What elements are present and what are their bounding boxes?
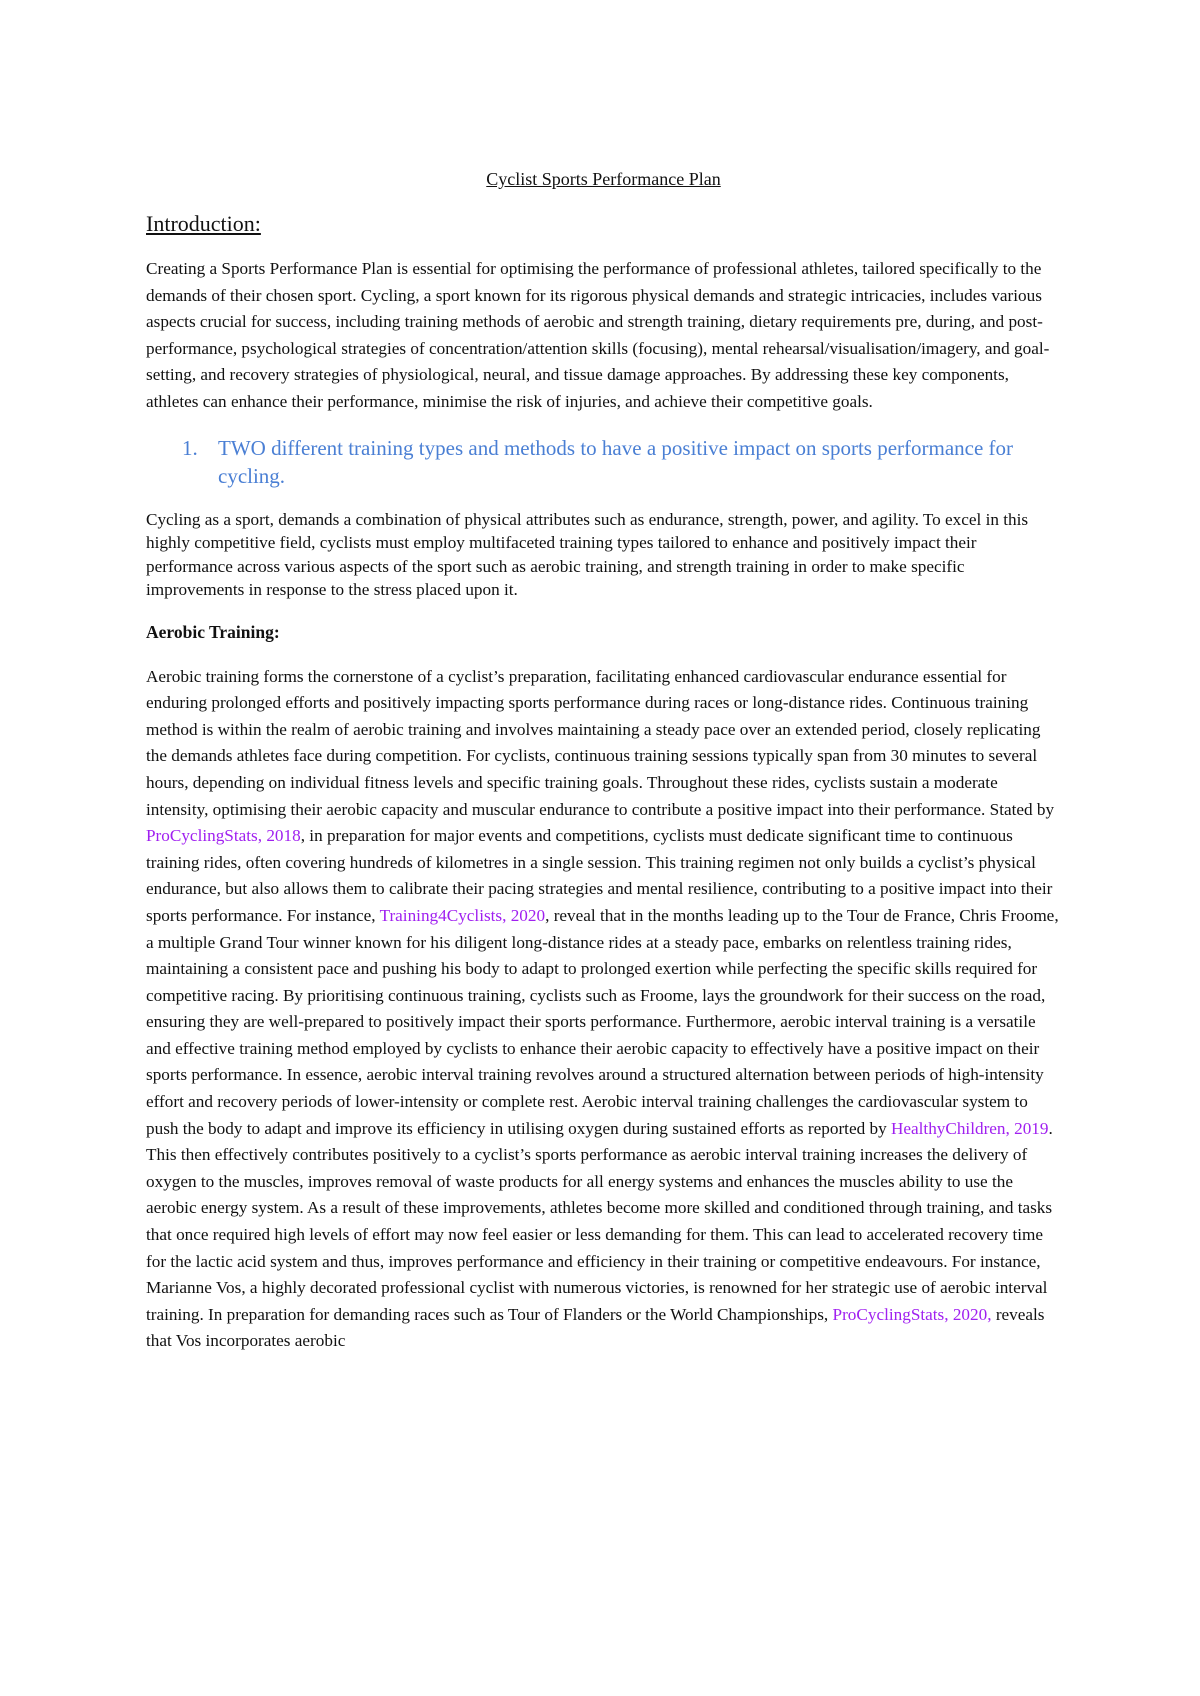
aerobic-text-part-1: Aerobic training forms the cornerstone of a cyclist’s preparation, facilitating enhanced cardiovascular endurance essential for enduring prolonged efforts and positively impacting sports performance during races or long-distance rides. Continuous training method is within the realm of aerobic training and involves maintaining a steady pace over an extended period, closely replicating the demands athletes face during competition. For cyclists, continuous training sessions typically span from 30 minutes to several hours, depending on individual fitness levels and specific training goals. Throughout these rides, cyclists sustain a moderate intensity, optimising their aerobic capacity and muscular endurance to contribute a positive impact into their performance. Stated by xyxy=(146,666,1055,819)
training-types-paragraph: Cycling as a sport, demands a combination of physical attributes such as endurance, strength, power, and agility. To excel in this highly competitive field, cyclists must employ multifaceted training types tailored to enhance and positively impact their performance across various aspects of the sport such as aerobic training, and strength training in order to make specific improvements in response to the stress placed upon it. xyxy=(146,509,1029,600)
aerobic-text-part-2: , in preparation for major events and competitions, cyclists must dedicate significant time to continuous training rides, often covering hundreds of kilometres in a single session. This training regimen not only builds a cyclist’s physical endurance, but also allows them to calibrate their pacing strategies and mental resilience, contributing to a positive impact into their sports performance. For instance, xyxy=(146,826,1053,925)
document-content xyxy=(146,168,1061,1373)
aerobic-text-part-4: . This then effectively contributes positively to a cyclist’s sports performance as aerobic interval training increases the delivery of oxygen to the muscles, improves removal of waste products for all energy systems and enhances the muscles ability to use the aerobic energy system. As a result of these improvements, athletes become more skilled and conditioned through training, and tasks that once required high levels of effort may now feel easier or less demanding for them. This can lead to accelerated recovery time for the lactic acid system and thus, improves performance and efficiency in their training or competitive endeavours. For instance, Marianne Vos, a highly decorated professional cyclist with numerous victories, is renowned for her strategic use of aerobic interval training. In preparation for demanding races such as Tour of Flanders or the World Championships, xyxy=(146,1118,1053,1324)
section-1-title: TWO different training types and methods to have a positive impact on sports performance for cycling. xyxy=(218,435,1014,488)
section-1-number: 1. xyxy=(182,435,198,460)
aerobic-training-paragraph xyxy=(146,664,1061,1355)
introduction-heading: Introduction: xyxy=(146,211,261,236)
citation-procyclingstats-2020[interactable]: ProCyclingStats, 2020, xyxy=(832,1304,992,1324)
document-title: Cyclist Sports Performance Plan xyxy=(486,169,721,189)
introduction-paragraph: Creating a Sports Performance Plan is essential for optimising the performance of professional athletes, tailored specifically to the demands of their chosen sport. Cycling, a sport known for its rigorous physical demands and strategic intricacies, includes various aspects crucial for success, including training methods of aerobic and strength training, dietary requirements pre, during, and post-performance, psychological strategies of concentration/attention skills (focusing), mental rehearsal/visualisation/imagery, and goal-setting, and recovery strategies of physiological, neural, and tissue damage approaches. By addressing these key components, athletes can enhance their performance, minimise the risk of injuries, and achieve their competitive goals. xyxy=(146,259,1050,411)
aerobic-training-heading: Aerobic Training: xyxy=(146,621,280,642)
citation-procyclingstats-2018[interactable]: ProCyclingStats, 2018 xyxy=(146,826,301,846)
section-1-heading xyxy=(146,434,1061,490)
citation-training4cyclists-2020[interactable]: Training4Cyclists, 2020 xyxy=(379,905,546,925)
aerobic-text-part-5: reveals that Vos incorporates aerobic xyxy=(146,1304,1045,1351)
citation-healthychildren-2019[interactable]: HealthyChildren, 2019 xyxy=(890,1118,1049,1138)
aerobic-text-part-3: , reveal that in the months leading up to the Tour de France, Chris Froome, a multiple Grand Tour winner known for his diligent long-distance rides at a steady pace, embarks on relentless training rides, maintaining a consistent pace and pushing his body to adapt to prolonged exertion while perfecting the specific skills required for competitive racing. By prioritising continuous training, cyclists such as Froome, lays the groundwork for their success on the road, ensuring they are well-prepared to positively impact their sports performance. Furthermore, aerobic interval training is a versatile and effective training method employed by cyclists to enhance their aerobic capacity to effectively have a positive impact on their sports performance. In essence, aerobic interval training revolves around a structured alternation between periods of high-intensity effort and recovery periods of lower-intensity or complete rest. Aerobic interval training challenges the cardiovascular system to push the body to adapt and improve its efficiency in utilising oxygen during sustained efforts as reported by xyxy=(146,905,1059,1138)
